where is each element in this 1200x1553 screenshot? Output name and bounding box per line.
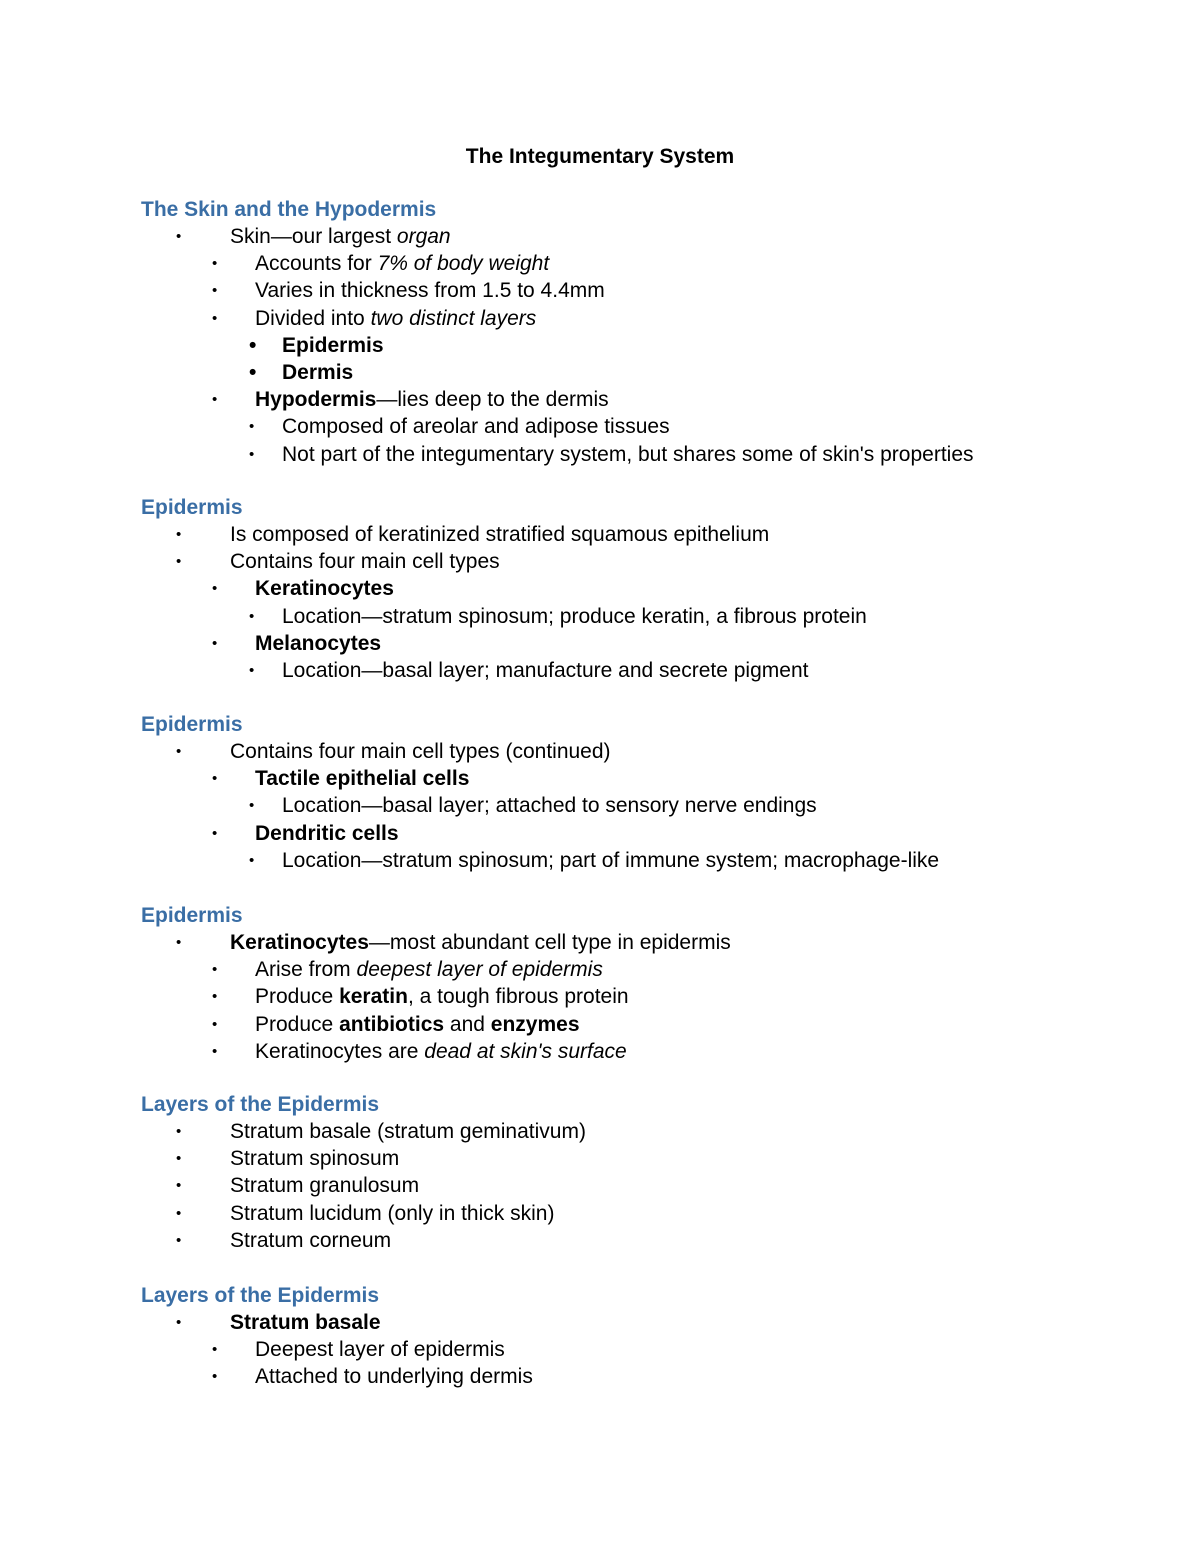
italic-text: two distinct layers (370, 306, 537, 330)
list-item (0, 386, 1200, 413)
list-item (0, 983, 1200, 1010)
list-item (0, 738, 1200, 765)
list-item-text (230, 1200, 554, 1227)
text-run: —most abundant cell type in epidermis (368, 931, 731, 954)
italic-text: 7% of body weight (377, 252, 550, 276)
list-item (0, 657, 1200, 684)
bullet-icon: • (249, 445, 255, 463)
list-item-text (255, 277, 605, 304)
list-item (0, 1309, 1200, 1336)
text-run: Stratum basale (stratum geminativum) (230, 1120, 586, 1143)
bullet-icon: • (249, 662, 255, 679)
list-item-text (230, 1118, 586, 1145)
bullet-icon: • (212, 824, 218, 842)
bullet-icon: • (212, 961, 218, 979)
list-item (0, 847, 1200, 874)
italic-text: organ (396, 225, 451, 248)
list-item (0, 1200, 1200, 1227)
text-run: Composed of areolar and adipose tissues (282, 415, 670, 439)
list-item (0, 1363, 1200, 1390)
text-run: Produce (255, 985, 340, 1009)
list-item-text (230, 521, 769, 548)
section-heading: Epidermis (141, 713, 243, 736)
list-item (0, 521, 1200, 548)
text-run: Stratum spinosum (230, 1147, 400, 1171)
bullet-icon: • (176, 553, 182, 571)
list-item-text (230, 1309, 381, 1336)
list-item-text (282, 792, 817, 819)
list-item (0, 1145, 1200, 1172)
text-run: Location—stratum spinosum; produce keratin, a fibrous protein (282, 604, 867, 628)
bullet-icon: • (176, 526, 182, 543)
list-item-text (255, 575, 394, 602)
bullet-icon: • (176, 743, 182, 760)
list-item-text (255, 250, 549, 277)
list-item-text (282, 657, 808, 684)
section-heading: Layers of the Epidermis (141, 1093, 380, 1116)
text-run: Attached to underlying dermis (255, 1365, 533, 1389)
bullet-icon: • (249, 418, 255, 436)
list-item (0, 1038, 1200, 1065)
bullet-icon: • (249, 361, 257, 384)
bold-text: keratin (339, 985, 408, 1009)
text-run: Contains four main cell types (continued) (230, 740, 611, 763)
italic-text: dead at skin's surface (424, 1039, 627, 1063)
bullet-icon: • (176, 1204, 182, 1222)
bullet-icon: • (176, 1177, 182, 1195)
list-item-text (255, 1011, 580, 1038)
bullet-icon: • (212, 580, 218, 598)
list-item-text (255, 956, 603, 983)
list-item-text (255, 630, 381, 657)
list-item (0, 765, 1200, 792)
text-run: Not part of the integumentary system, but shares some of skin's properties (282, 442, 974, 466)
list-item-text (255, 983, 629, 1010)
list-item-text (255, 386, 609, 413)
bullet-icon: • (249, 797, 255, 815)
list-item (0, 332, 1200, 359)
bullet-icon: • (212, 1042, 218, 1060)
bullet-icon: • (212, 770, 218, 788)
bullet-icon: • (212, 1341, 218, 1359)
text-run: —lies deep to the dermis (376, 388, 609, 412)
bullet-icon: • (176, 1123, 182, 1140)
list-item-text (230, 1172, 419, 1199)
text-run: Location—stratum spinosum; part of immune system; macrophage-like (282, 848, 940, 872)
bold-text: Epidermis (282, 333, 384, 357)
bold-text: Melanocytes (255, 631, 382, 655)
text-run: Produce (255, 1012, 340, 1036)
bullet-icon: • (176, 1314, 182, 1331)
section-heading: Epidermis (141, 496, 243, 519)
bold-text: Keratinocytes (230, 931, 369, 954)
list-item (0, 792, 1200, 819)
list-item-text (230, 548, 500, 575)
bullet-icon: • (176, 934, 182, 951)
bullet-icon: • (212, 988, 218, 1006)
list-item-text (255, 820, 399, 847)
italic-text: deepest layer of epidermis (356, 958, 603, 982)
bullet-icon: • (212, 282, 218, 300)
list-item (0, 305, 1200, 332)
text-run: Location—basal layer; manufacture and secrete pigment (282, 659, 809, 682)
list-item-text (282, 603, 867, 630)
list-item-text (255, 1363, 533, 1390)
text-run: Skin—our largest (230, 225, 397, 248)
list-item-text (255, 305, 536, 332)
bullet-icon: • (176, 228, 182, 245)
bullet-icon: • (249, 333, 257, 357)
list-item (0, 1118, 1200, 1145)
list-item (0, 250, 1200, 277)
list-item (0, 413, 1200, 440)
text-run: Arise from (255, 958, 357, 982)
list-item (0, 441, 1200, 468)
list-item-text (255, 765, 469, 792)
bullet-icon: • (212, 1015, 218, 1033)
bullet-icon: • (212, 1368, 218, 1386)
list-item (0, 1227, 1200, 1254)
section-heading: The Skin and the Hypodermis (141, 198, 437, 221)
text-run: and (444, 1012, 491, 1036)
text-run: Accounts for (255, 252, 378, 276)
list-item-text (282, 847, 939, 874)
list-item (0, 603, 1200, 630)
list-item-text (255, 1336, 505, 1363)
bullet-icon: • (249, 851, 255, 869)
bullet-icon: • (176, 1150, 182, 1168)
list-item-text (282, 441, 974, 468)
text-run: Keratinocytes are (255, 1039, 425, 1063)
list-item-text (230, 223, 451, 250)
bold-text: Hypodermis (255, 388, 377, 412)
list-item (0, 630, 1200, 657)
list-item-text (255, 1038, 627, 1065)
text-run: Stratum corneum (230, 1228, 392, 1252)
text-run: Stratum lucidum (only in thick skin) (230, 1201, 555, 1225)
list-item (0, 575, 1200, 602)
bold-text: antibiotics (339, 1012, 445, 1036)
list-item-text (282, 359, 353, 386)
bullet-icon: • (212, 391, 218, 409)
list-item (0, 929, 1200, 956)
bold-text: Keratinocytes (255, 577, 394, 601)
list-item (0, 820, 1200, 847)
bold-text: Dermis (282, 361, 354, 384)
text-run: Deepest layer of epidermis (255, 1338, 505, 1362)
list-item-text (230, 738, 611, 765)
text-run: , a tough fibrous protein (407, 985, 629, 1009)
bold-text: Dendritic cells (255, 821, 399, 845)
bullet-icon: • (249, 607, 255, 625)
section-heading: Epidermis (141, 904, 243, 927)
section-heading: Layers of the Epidermis (141, 1284, 380, 1307)
list-item (0, 1172, 1200, 1199)
list-item-text (230, 929, 731, 956)
list-item-text (230, 1227, 391, 1254)
bold-text: Stratum basale (230, 1311, 381, 1334)
text-run: Stratum granulosum (230, 1174, 420, 1198)
text-run: Varies in thickness from 1.5 to 4.4mm (255, 279, 605, 303)
list-item (0, 956, 1200, 983)
list-item (0, 277, 1200, 304)
list-item (0, 1011, 1200, 1038)
text-run: Location—basal layer; attached to sensory nerve endings (282, 794, 817, 818)
list-item-text (230, 1145, 399, 1172)
text-run: Is composed of keratinized stratified squamous epithelium (230, 523, 770, 546)
list-item (0, 1336, 1200, 1363)
list-item (0, 359, 1200, 386)
bullet-icon: • (212, 255, 218, 273)
list-item (0, 548, 1200, 575)
bullet-icon: • (176, 1231, 182, 1249)
bold-text: enzymes (490, 1012, 580, 1036)
bullet-icon: • (212, 634, 218, 652)
document-title: The Integumentary System (465, 145, 735, 168)
bold-text: Tactile epithelial cells (255, 767, 470, 791)
bullet-icon: • (212, 309, 218, 327)
list-item (0, 223, 1200, 250)
text-run: Divided into (255, 306, 371, 330)
list-item-text (282, 332, 384, 359)
list-item-text (282, 413, 670, 440)
text-run: Contains four main cell types (230, 550, 500, 574)
